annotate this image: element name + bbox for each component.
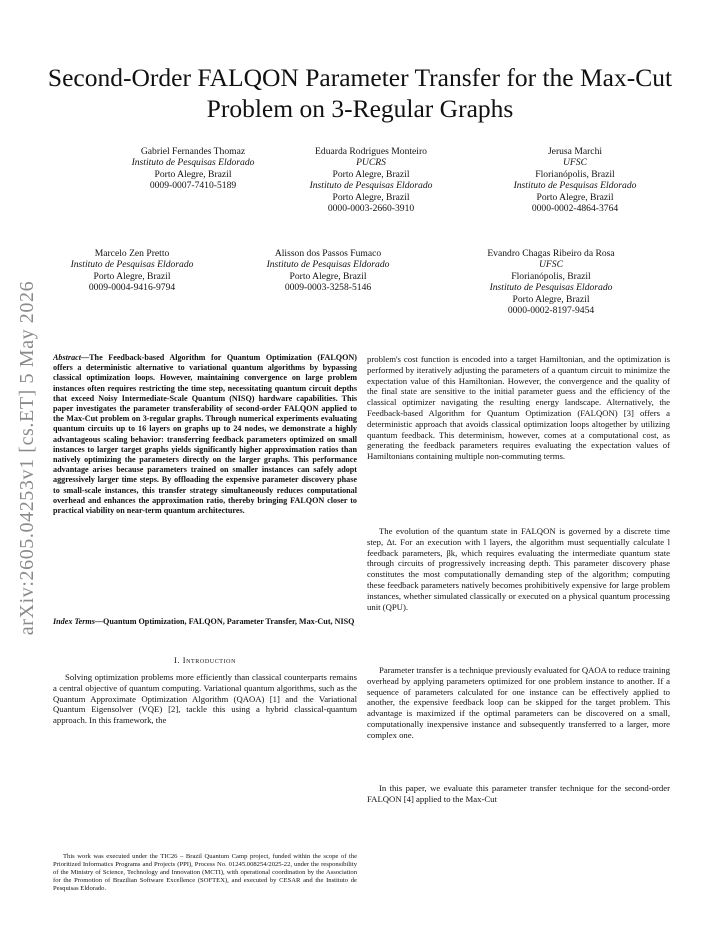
index-terms [53,617,357,627]
body-paragraph: problem's cost function is encoded into a target Hamiltonian, and the optimization is performed by iteratively adjusting the parameters of a quantum circuit to minimize the expectation value of this Hamiltonian. However, the convergence and the quality of the final state are sensitive to the initial parameter guess and the efficiency of the classical optimizer navigating the resulting energy landscape. Alternatively, the Feedback-based Algorithm for Quantum Optimization (FALQON) [3] offers a deterministic approach that avoids classical optimization loops altogether by utilizing quantum feedback. This determinism, however, comes at a computational cost, as generating the feedback parameters requires evaluating the expectation values of Hamiltonians containing multiple non-commuting terms. [367,354,670,462]
author-location: Porto Alegre, Brazil [536,191,614,203]
author-affiliation: Instituto de Pesquisas Eldorado [266,259,390,271]
author-affiliation: Instituto de Pesquisas Eldorado [489,282,613,294]
author-affiliation: UFSC [563,157,587,169]
author-block [32,248,232,294]
abstract-label: Abstract [53,353,81,362]
paper-title: Second-Order FALQON Parameter Transfer for the Max-Cut Problem on 3-Regular Graphs [47,63,673,123]
author-orcid: 0000-0002-8197-9454 [507,305,595,317]
author-orcid: 0000-0002-4864-3764 [531,203,619,215]
index-terms-text: —Quantum Optimization, FALQON, Parameter Transfer, Max-Cut, NISQ [94,617,355,626]
author-orcid: 0009-0007-7410-5189 [149,180,237,192]
author-affiliation: Instituto de Pesquisas Eldorado [309,180,433,192]
arxiv-identifier: arXiv:2605.04253v1 [cs.ET] 5 May 2026 [16,280,38,636]
author-orcid: 0009-0003-3258-5146 [284,282,372,294]
author-name: Jerusa Marchi [547,146,603,157]
author-location: Florianópolis, Brazil [511,270,591,282]
intro-paragraph: Solving optimization problems more efficiently than classical counterparts remains a central objective of quantum computing. Variational quantum algorithms, such as the Quantum Approximate Optimization Algorithm (QAOA) [1] and the Variational Quantum Eigensolver (VQE) [2], tackle this using a hybrid classical-quantum approach. In this framework, the [53,672,357,726]
author-affiliation: Instituto de Pesquisas Eldorado [131,157,255,169]
author-location: Porto Alegre, Brazil [93,270,171,282]
author-location: Porto Alegre, Brazil [154,168,232,180]
body-paragraph: The evolution of the quantum state in FALQON is governed by a discrete time step, Δt. For an execution with l layers, the algorithm must sequentially calculate l feedback parameters, βk, which requires evaluating the intermediate quantum state through circuits of progressively increasing depth. This parameter discovery phase constitutes the most computationally demanding step of the algorithm; computing these feedback parameters natively becomes prohibitively expensive for large problem instances, whether simulated classically or executed on a physical quantum processing unit (QPU). [367,526,670,612]
author-name: Marcelo Zen Pretto [94,248,170,259]
author-location: Porto Alegre, Brazil [332,168,410,180]
author-location: Porto Alegre, Brazil [289,270,367,282]
author-block [475,146,675,214]
funding-footnote: This work was executed under the TIC26 – Brazil Quantum Camp project, funded within the scope of the Prioritized Informatics Programs and Projects (PPI), Process No. 01245.008254/2025-22, under the responsibility of the Ministry of Science, Technology and Innovation (MCTI), with operational coordination by the Association for the Promotion of Brazilian Software Excellence (SOFTEX), and executed by CESAR and the Instituto de Pesquisas Eldorado. [53,853,357,893]
author-orcid: 0000-0003-2660-3910 [327,203,415,215]
body-paragraph: Parameter transfer is a technique previously evaluated for QAOA to reduce training overhead by applying parameters optimized for one problem instance to another. If a sequence of parameters calculated for one instance can be effectively applied to another, the expensive feedback loop can be skipped for the target problem. This advantage is maximized if the optimal parameters can be discovered on a small, computationally inexpensive instance and subsequently transferred to a larger, more complex one. [367,665,670,740]
author-name: Alisson dos Passos Fumaco [274,248,382,259]
author-affiliation: Instituto de Pesquisas Eldorado [513,180,637,192]
abstract [53,353,357,516]
abstract-text: —The Feedback-based Algorithm for Quantum Optimization (FALQON) offers a deterministic alternative to variational quantum algorithms by bypassing classical optimization loops. However, maintaining convergence on large problem instances often requires restricting the time step, necessitating quantum circuit depths that exceed Noisy Intermediate-Scale Quantum (NISQ) hardware capabilities. This paper investigates the parameter transferability of second-order FALQON applied to the Max-Cut problem on 3-regular graphs. Through numerical experiments evaluating quantum circuits up to 16 layers on graphs up to 24 nodes, we demonstrate a highly advantageous scaling behavior: transferring feedback parameters optimized on small instances to larger target graphs yields significantly higher approximation ratios than natively optimizing the parameters directly on the larger graphs. This performance advantage arises because parameters trained on smaller instances can safely adopt aggressively larger time steps. By offloading the expensive parameter discovery phase to small-scale instances, this transfer strategy simultaneously reduces computational overhead and enhances the approximation ratio, thereby bringing FALQON closer to practical viability on near-term quantum architectures. [53,353,357,516]
author-name: Evandro Chagas Ribeiro da Rosa [487,248,615,259]
author-location: Florianópolis, Brazil [535,168,615,180]
author-affiliation: PUCRS [356,157,386,169]
author-name: Eduarda Rodrigues Monteiro [315,146,427,157]
body-paragraph: In this paper, we evaluate this parameter transfer technique for the second-order FALQON [4] applied to the Max-Cut [367,783,670,804]
index-terms-label: Index Terms [53,617,95,626]
author-location: Porto Alegre, Brazil [332,191,410,203]
section-heading-introduction: I. Introduction [173,656,237,665]
author-name: Gabriel Fernandes Thomaz [140,146,246,157]
author-orcid: 0009-0004-9416-9794 [88,282,176,294]
author-block [228,248,428,294]
author-affiliation: Instituto de Pesquisas Eldorado [70,259,194,271]
author-block [271,146,471,214]
author-affiliation: UFSC [539,259,563,271]
author-location: Porto Alegre, Brazil [512,293,590,305]
author-block [93,146,293,192]
author-block [431,248,671,316]
